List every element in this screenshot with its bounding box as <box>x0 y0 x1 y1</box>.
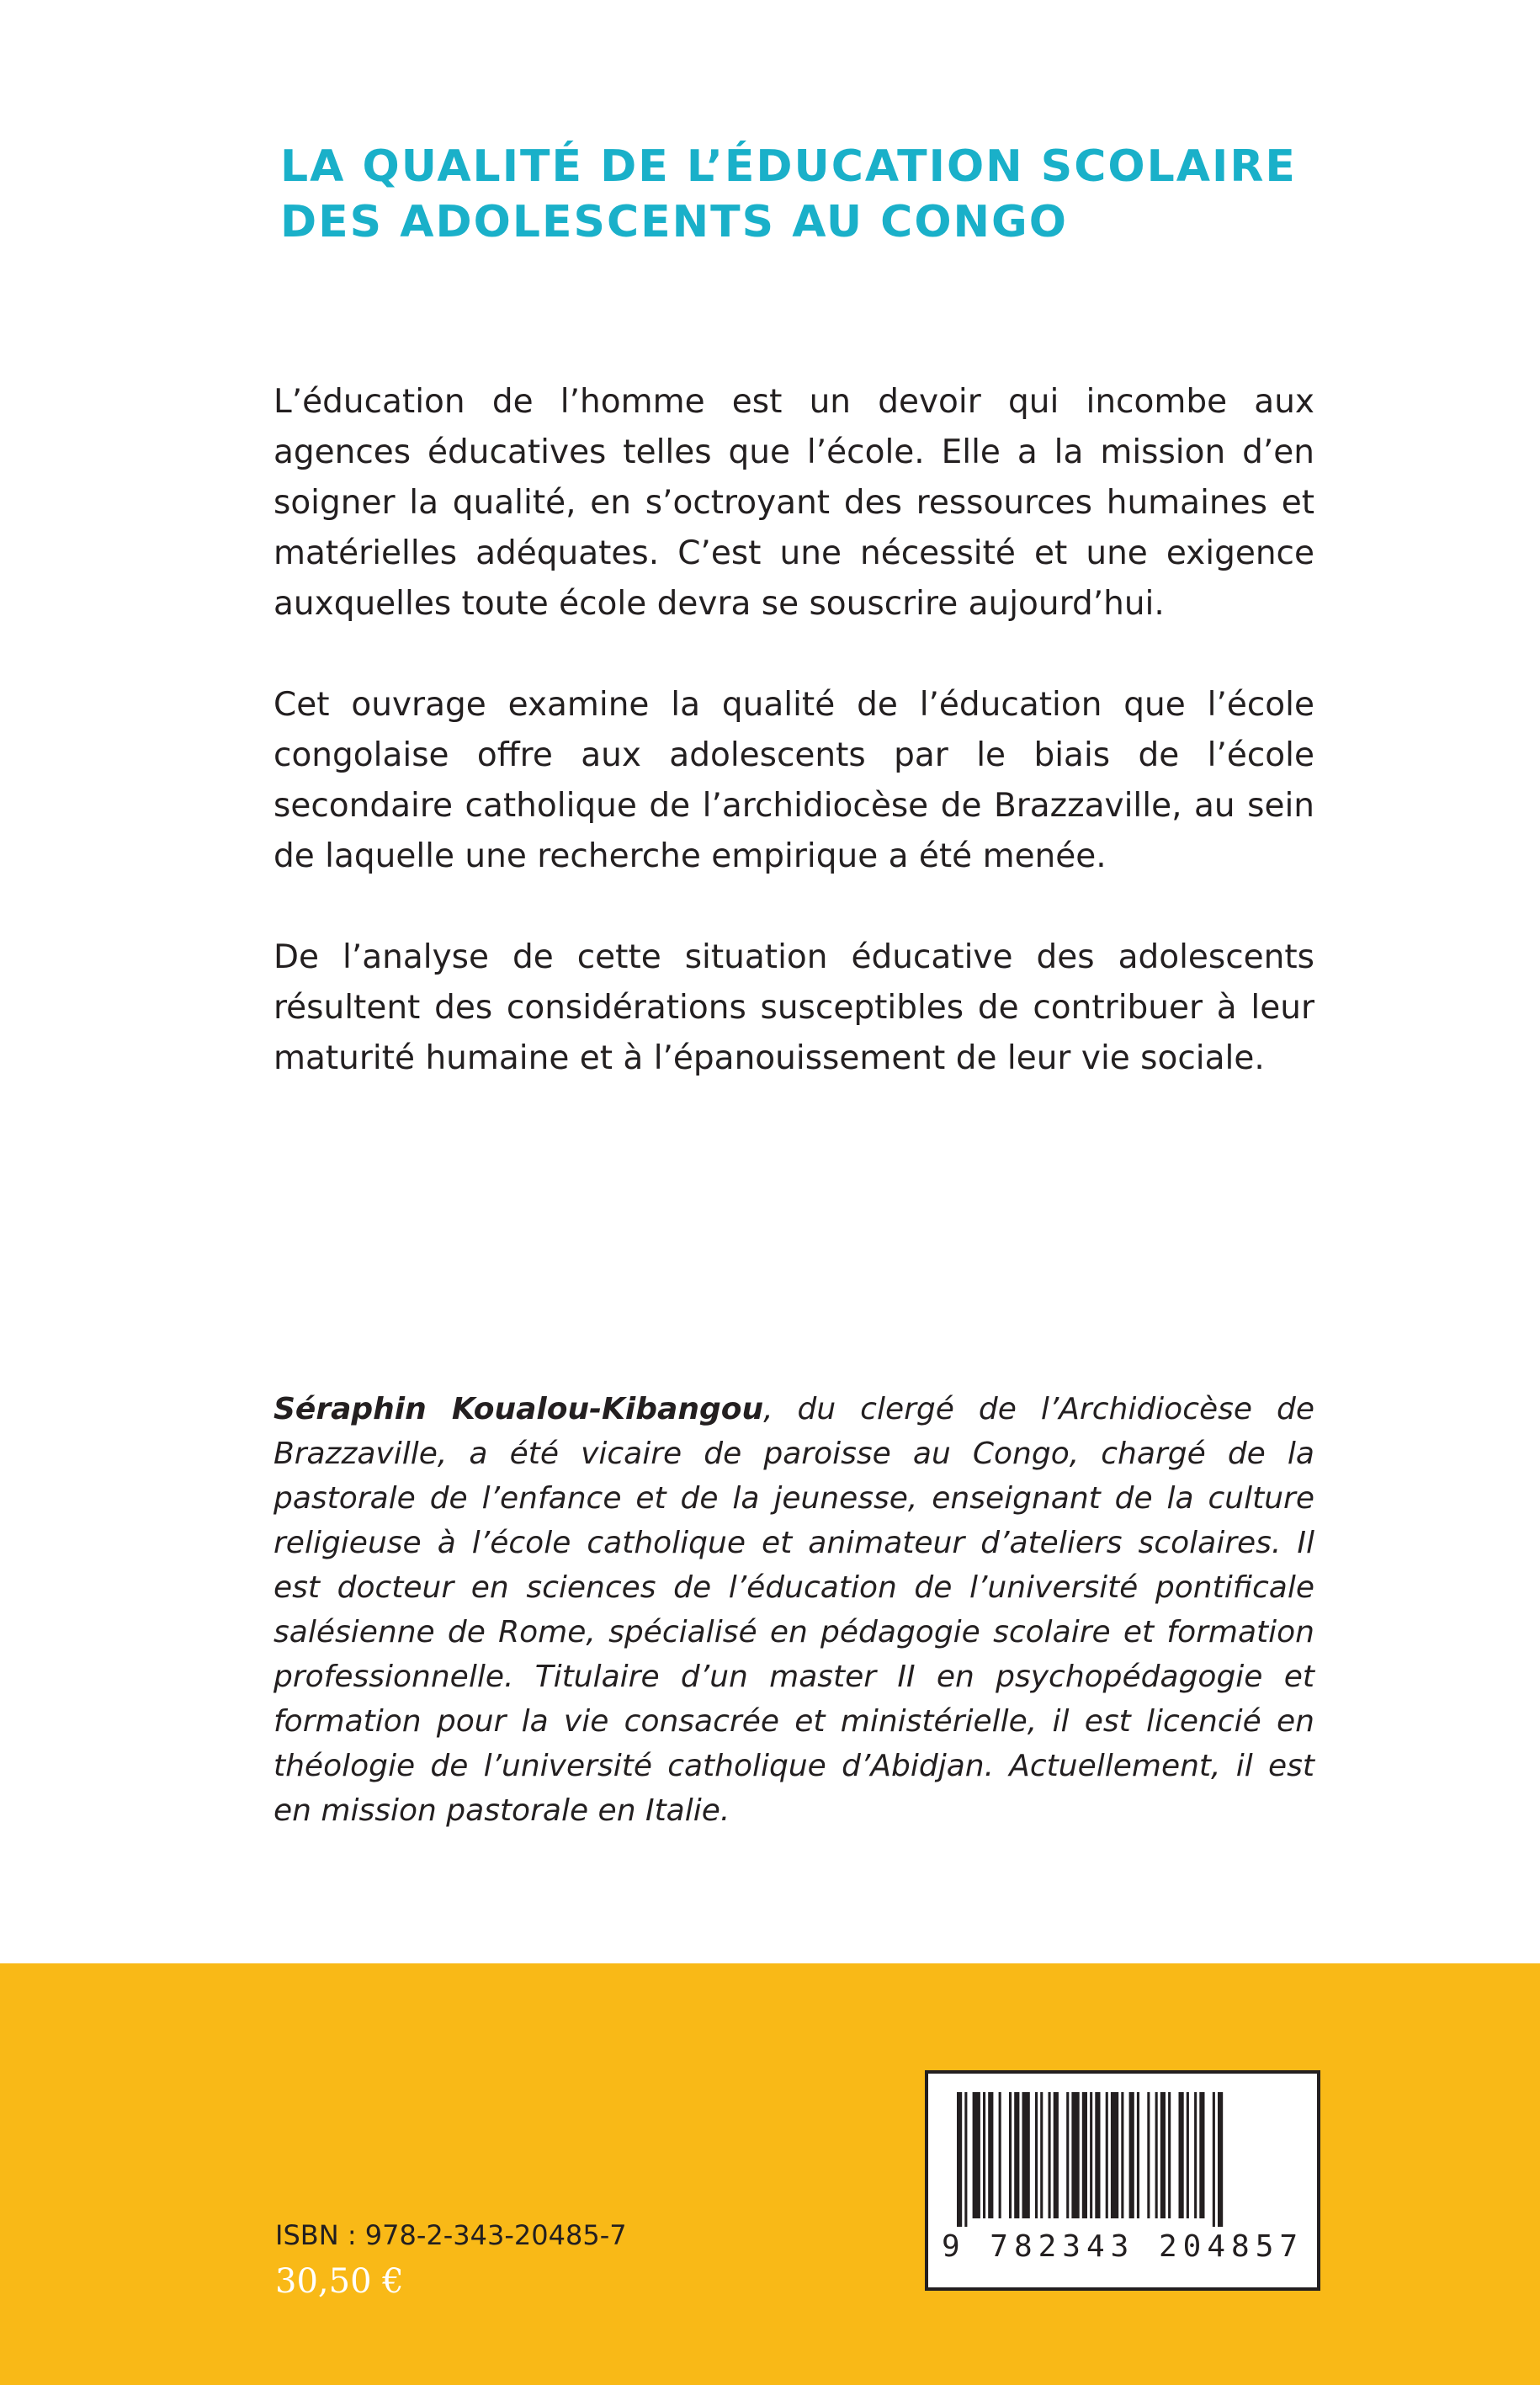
barcode-bar <box>1022 2092 1030 2218</box>
barcode-bar <box>1054 2092 1059 2218</box>
barcode-bar <box>1137 2092 1139 2218</box>
barcode-bar <box>1049 2092 1051 2218</box>
blurb-paragraph-1: L’éducation de l’homme est un devoir qui incombe aux agences éducatives telles que l’école. Elle a la mission d’en soigner la qualité, en s’octroyant des ressources humaines et matérielles adéquates. C’est une nécessité et une exigence auxquelles toute école devra se souscrire aujourd’hui. <box>273 383 1314 623</box>
barcode-bar <box>1090 2092 1092 2218</box>
barcode-bar <box>983 2092 985 2218</box>
blurb <box>273 377 1314 1134</box>
barcode <box>925 2070 1320 2291</box>
book-title <box>280 139 1332 250</box>
barcode-bar <box>1199 2092 1204 2218</box>
price: 30,50 € <box>275 2262 404 2301</box>
barcode-bar <box>1168 2092 1171 2218</box>
barcode-bar <box>1187 2092 1189 2218</box>
barcode-bar <box>1218 2092 1223 2227</box>
barcode-bar <box>973 2092 980 2218</box>
barcode-bar <box>1035 2092 1038 2218</box>
isbn: ISBN : 978-2-343-20485-7 <box>275 2219 627 2251</box>
barcode-bar <box>1071 2092 1079 2218</box>
barcode-bar <box>1066 2092 1069 2218</box>
barcode-bar <box>1121 2092 1123 2218</box>
barcode-bar <box>1160 2092 1166 2218</box>
author-bio <box>273 1387 1314 1833</box>
title-line-1: LA QUALITÉ DE L’ÉDUCATION SCOLAIRE <box>280 141 1297 192</box>
barcode-bar <box>1179 2092 1184 2218</box>
barcode-bar <box>1082 2092 1087 2218</box>
barcode-bar <box>1194 2092 1197 2218</box>
blurb-paragraph-3: De l’analyse de cette situation éducative des adolescents résultent des considérations susceptibles de contribuer à leur maturité humaine et à l’épanouissement de leur vie sociale. <box>273 938 1314 1077</box>
barcode-bar <box>1147 2092 1150 2218</box>
barcode-bar <box>1129 2092 1134 2218</box>
author-bio-text: , du clergé de l’Archidiocèse de Brazzaville, a été vicaire de paroisse au Congo, chargé de la pastorale de l’enfance et de la jeunesse, enseignant de la culture religieuse à l’école catholique et animateur d’ateliers scolaires. Il est docteur en sciences de l’éducation de l’université pontificale salésienne de Rome, spécialisé en pédagogie scolaire et formation professionnelle. Titulaire d’un master II en psychopédagogie et formation pour la vie consacrée et ministérielle, il est licencié en théologie de l’université catholique d’Abidjan. Actuellement, il est en mission pastorale en Italie. <box>273 1392 1315 1828</box>
barcode-bar <box>964 2092 967 2227</box>
barcode-bar <box>988 2092 993 2218</box>
author-name: Séraphin Koualou-Kibangou <box>273 1392 764 1426</box>
barcode-bar <box>1014 2092 1019 2218</box>
barcode-bar <box>1095 2092 1100 2218</box>
barcode-bar <box>1155 2092 1158 2218</box>
barcode-bar <box>999 2092 1001 2218</box>
barcode-bars <box>957 2092 1288 2227</box>
barcode-bar <box>1040 2092 1043 2218</box>
title-line-2: DES ADOLESCENTS AU CONGO <box>280 197 1068 247</box>
barcode-bar <box>1111 2092 1118 2218</box>
barcode-digits: 9 782343 204857 <box>941 2229 1304 2264</box>
barcode-bar <box>1106 2092 1108 2218</box>
blurb-paragraph-2: Cet ouvrage examine la qualité de l’éducation que l’école congolaise offre aux adolescents par le biais de l’école secondaire catholique de l’archidiocèse de Brazzaville, au sein de laquelle une recherche empirique a été menée. <box>273 686 1314 875</box>
barcode-bar <box>1009 2092 1012 2218</box>
barcode-bar <box>1213 2092 1215 2227</box>
barcode-bar <box>957 2092 962 2227</box>
